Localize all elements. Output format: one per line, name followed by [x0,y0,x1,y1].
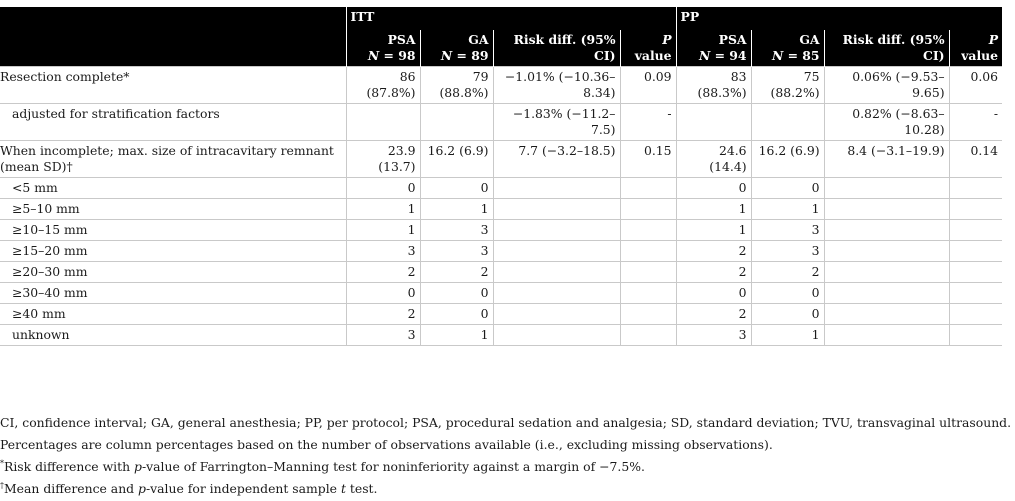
results-table [0,7,1002,346]
empty-header-cell [0,30,346,67]
pp-risk-cell [824,283,949,304]
pp-pvalue-cell [949,178,1002,199]
footnote-percentages: Percentages are column percentages based on the number of observations available (i.e., excluding missing observations). [0,437,773,452]
pp-psa-header: PSA N = 94 [676,30,751,67]
itt-ga-cell: 79 (88.8%) [420,67,493,104]
pp-pvalue-cell: 0.06 [949,67,1002,104]
itt-risk-cell [493,199,620,220]
itt-pvalue-cell [620,325,676,346]
itt-pvalue-header: P value [620,30,676,67]
pp-psa-cell: 0 [676,283,751,304]
itt-risk-header: Risk diff. (95% CI) [493,30,620,67]
itt-psa-cell: 23.9 (13.7) [346,141,420,178]
pp-group-header: PP [676,7,1002,30]
pp-ga-n: = 85 [787,48,820,63]
itt-psa-cell: 86 (87.8%) [346,67,420,104]
itt-psa-cell: 0 [346,178,420,199]
pp-risk-cell [824,178,949,199]
footnote-star: *Risk difference with p-value of Farrington–Manning test for noninferiority against a margin of −7.5%. [0,458,645,474]
itt-psa-n: = 98 [383,48,416,63]
footnote-dagger: †Mean difference and p-value for independent sample t test. [0,480,378,496]
pp-pvalue-header: P value [949,30,1002,67]
pp-pvalue-cell [949,241,1002,262]
itt-pvalue-cell [620,199,676,220]
itt-pvalue-cell [620,241,676,262]
pp-ga-cell: 0 [751,283,824,304]
table-row [0,262,1002,283]
itt-risk-cell [493,220,620,241]
pp-risk-cell [824,220,949,241]
itt-psa-cell: 3 [346,241,420,262]
itt-ga-cell: 0 [420,283,493,304]
pp-risk-cell: 0.06% (−9.53–9.65) [824,67,949,104]
pp-pvalue-cell: - [949,104,1002,141]
table-row [0,104,1002,141]
pp-ga-cell: 2 [751,262,824,283]
pp-ga-cell: 1 [751,325,824,346]
row-label: ≥10–15 mm [0,220,346,241]
itt-risk-cell: −1.83% (−11.2–7.5) [493,104,620,141]
itt-pvalue-cell: - [620,104,676,141]
itt-risk-cell [493,262,620,283]
pp-risk-cell: 8.4 (−3.1–19.9) [824,141,949,178]
pp-ga-cell: 16.2 (6.9) [751,141,824,178]
pp-pvalue-cell [949,283,1002,304]
itt-risk-cell: −1.01% (−10.36–8.34) [493,67,620,104]
row-label: ≥30–40 mm [0,283,346,304]
itt-pvalue-cell [620,283,676,304]
pp-risk-cell: 0.82% (−8.63–10.28) [824,104,949,141]
itt-psa-cell: 3 [346,325,420,346]
row-label: <5 mm [0,178,346,199]
itt-pvalue-cell [620,262,676,283]
row-label: unknown [0,325,346,346]
itt-pvalue-cell: 0.15 [620,141,676,178]
pp-psa-cell: 2 [676,304,751,325]
itt-pvalue-cell: 0.09 [620,67,676,104]
itt-risk-cell [493,241,620,262]
table-row [0,304,1002,325]
footnote-abbreviations: CI, confidence interval; GA, general anesthesia; PP, per protocol; PSA, procedural sedation and analgesia; SD, standard deviation; TVU, transvaginal ultrasound. [0,415,1012,430]
pp-risk-header: Risk diff. (95% CI) [824,30,949,67]
pp-ga-cell: 3 [751,241,824,262]
pp-psa-cell: 83 (88.3%) [676,67,751,104]
itt-psa-cell: 1 [346,220,420,241]
pp-pvalue-cell [949,220,1002,241]
pp-risk-cell [824,241,949,262]
itt-risk-cell [493,325,620,346]
itt-risk-cell: 7.7 (−3.2–18.5) [493,141,620,178]
pp-pvalue-cell [949,304,1002,325]
itt-ga-cell: 2 [420,262,493,283]
pp-pvalue-cell: 0.14 [949,141,1002,178]
itt-psa-header: PSA N = 98 [346,30,420,67]
pp-psa-cell: 24.6 (14.4) [676,141,751,178]
pp-risk-cell [824,262,949,283]
group-header-row [0,7,1002,30]
row-label: ≥5–10 mm [0,199,346,220]
itt-ga-cell: 0 [420,178,493,199]
pp-psa-cell: 2 [676,262,751,283]
table-row [0,325,1002,346]
itt-psa-cell: 1 [346,199,420,220]
itt-ga-cell: 3 [420,241,493,262]
pp-psa-cell: 3 [676,325,751,346]
table-row [0,241,1002,262]
pp-psa-cell: 1 [676,199,751,220]
pp-ga-cell: 0 [751,304,824,325]
row-label: ≥40 mm [0,304,346,325]
pp-psa-cell: 1 [676,220,751,241]
pp-risk-cell [824,304,949,325]
pp-psa-cell: 0 [676,178,751,199]
pp-psa-cell [676,104,751,141]
table-row [0,67,1002,104]
table-row [0,141,1002,178]
row-label: adjusted for stratification factors [0,104,346,141]
empty-group-cell [0,7,346,30]
itt-ga-cell: 1 [420,199,493,220]
itt-ga-cell [420,104,493,141]
pp-psa-n: = 94 [714,48,747,63]
table-row [0,283,1002,304]
pp-risk-cell [824,325,949,346]
itt-ga-cell: 1 [420,325,493,346]
itt-risk-cell [493,304,620,325]
itt-group-header: ITT [346,7,676,30]
itt-psa-cell: 0 [346,283,420,304]
itt-risk-cell [493,178,620,199]
itt-pvalue-cell [620,304,676,325]
pp-psa-cell: 2 [676,241,751,262]
pp-ga-cell: 75 (88.2%) [751,67,824,104]
table-row [0,178,1002,199]
itt-psa-cell: 2 [346,262,420,283]
itt-ga-cell: 3 [420,220,493,241]
pp-ga-cell: 0 [751,178,824,199]
row-label: ≥15–20 mm [0,241,346,262]
itt-ga-cell: 0 [420,304,493,325]
row-label: Resection complete* [0,67,346,104]
pp-ga-header: GA N = 85 [751,30,824,67]
itt-risk-cell [493,283,620,304]
table-body [0,67,1002,346]
itt-ga-header: GA N = 89 [420,30,493,67]
pp-ga-cell [751,104,824,141]
itt-psa-cell: 2 [346,304,420,325]
row-label: ≥20–30 mm [0,262,346,283]
itt-ga-cell: 16.2 (6.9) [420,141,493,178]
itt-psa-cell [346,104,420,141]
itt-pvalue-cell [620,178,676,199]
pp-pvalue-cell [949,199,1002,220]
pp-risk-cell [824,199,949,220]
column-header-row [0,30,1002,67]
row-label: When incomplete; max. size of intracavitary remnant (mean SD)† [0,141,346,178]
table-row [0,199,1002,220]
pp-pvalue-cell [949,325,1002,346]
pp-ga-cell: 3 [751,220,824,241]
itt-ga-n: = 89 [456,48,489,63]
pp-ga-cell: 1 [751,199,824,220]
pp-pvalue-cell [949,262,1002,283]
itt-pvalue-cell [620,220,676,241]
table-row [0,220,1002,241]
